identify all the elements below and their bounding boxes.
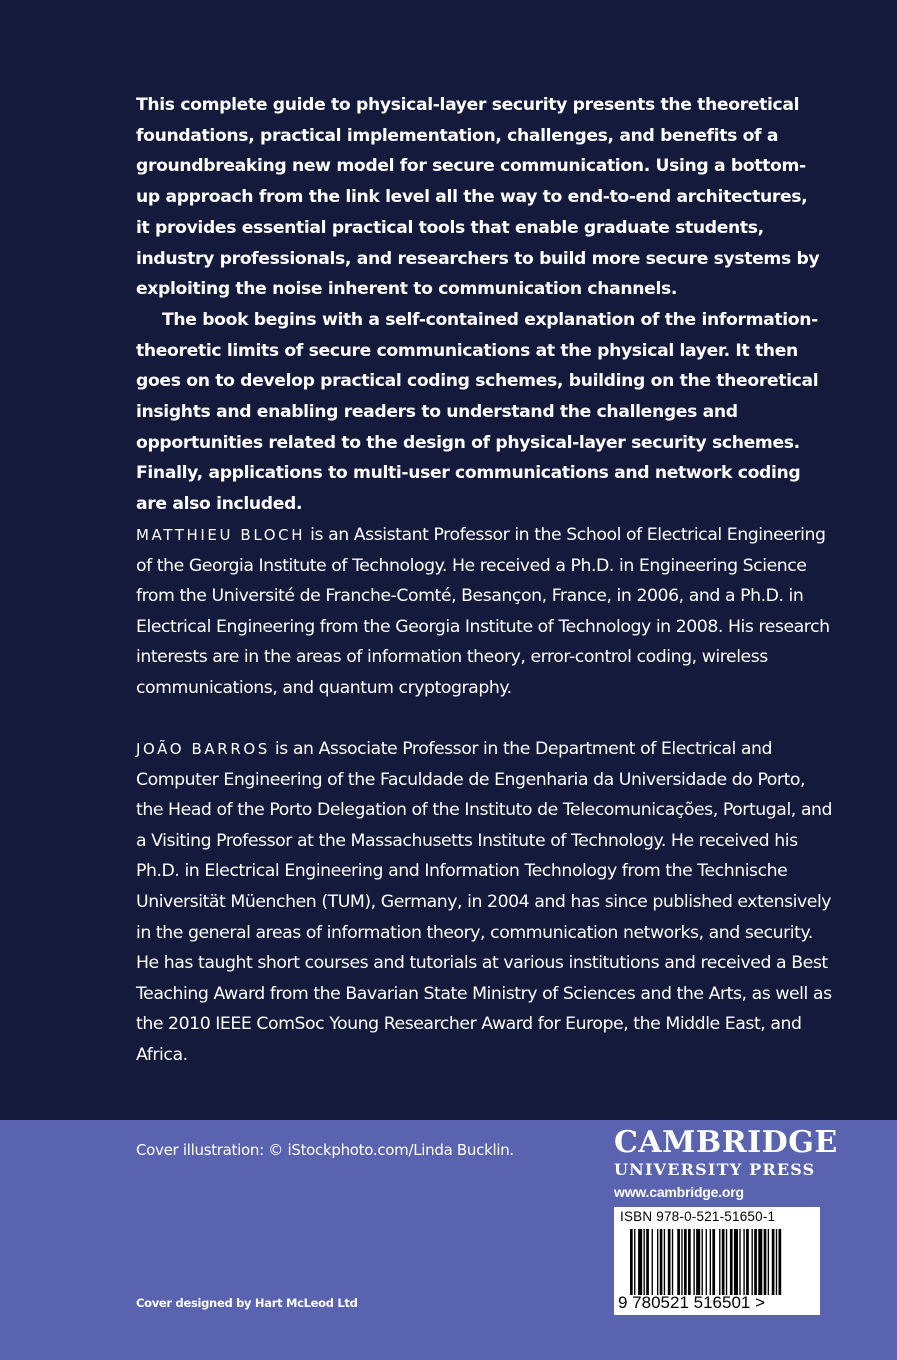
barcode-bar	[734, 1229, 738, 1295]
author-name: MATTHIEU BLOCH	[136, 526, 306, 544]
cover-designer-credit: Cover designed by Hart McLeod Ltd	[136, 1296, 358, 1310]
publisher-url: www.cambridge.org	[614, 1184, 744, 1200]
barcode-bar	[743, 1229, 744, 1295]
barcode-bar	[630, 1229, 633, 1295]
barcode-bar	[764, 1229, 767, 1295]
barcode-bar	[696, 1229, 700, 1295]
barcode-bar	[681, 1229, 682, 1295]
barcode-bar	[634, 1229, 635, 1295]
barcode-bar	[768, 1229, 769, 1295]
barcode-bar	[646, 1229, 649, 1295]
description-paragraph-1: This complete guide to physical-layer security presents the theoretical foundations, practical implementation, challenges, and benefits of a groundbreaking new model for secure communication. Using a bottom-up approach from the link level all the way to end-to-end architectures, it provides essential practical tools that enable graduate students, industry professionals, and researchers to build more secure systems by exploiting the noise inherent to communication channels.	[136, 95, 820, 300]
description-paragraph-2: The book begins with a self-contained explanation of the information-theoretic limits of secure communications at the physical layer. It then goes on to develop practical coding schemes, building on the theoretical insights and enabling readers to understand the challenges and opportunities related to the design of physical-layer security schemes. Finally, applications to multi-user communications and network coding are also included.	[136, 309, 819, 515]
publisher-logo	[614, 1125, 838, 1204]
publisher-name: CAMBRIDGE	[614, 1125, 838, 1160]
barcode-bar	[746, 1229, 749, 1295]
barcode-bar	[664, 1229, 665, 1295]
barcode-bar	[706, 1229, 707, 1295]
cover-illustration-credit: Cover illustration: © iStockphoto.com/Linda Bucklin.	[136, 1141, 514, 1159]
barcode-bar	[668, 1229, 671, 1295]
barcode-bar	[672, 1229, 673, 1295]
barcode-bar	[644, 1229, 645, 1295]
barcode-bar	[776, 1229, 777, 1295]
barcode-bar	[730, 1229, 733, 1295]
barcode-bar	[772, 1229, 775, 1295]
author-name: JOÃO BARROS	[136, 740, 270, 758]
barcode-bar	[710, 1229, 711, 1295]
barcode-bars	[614, 1207, 820, 1297]
author-bio-text: is an Associate Professor in the Department of Electrical and Computer Engineering of the Faculdade de Engenharia da Universidade do Porto, the Head of the Porto Delegation of the Instituto de Telecomunicações, Portugal, and a Visiting Professor at the Massachusetts Institute of Technology. He received his Ph.D. in Electrical Engineering and Information Technology from the Technische Universität Müenchen (TUM), Germany, in 2004 and has since published extensively in the general areas of information theory, communication networks, and security. He has taught short courses and tutorials at various institutions and received a Best Teaching Award from the Bavarian State Ministry of Sciences and the Arts, as well as the 2010 IEEE ComSoc Young Researcher Award for Europe, the Middle East, and Africa.	[136, 739, 833, 1065]
isbn-barcode	[614, 1207, 820, 1315]
barcode-bar	[722, 1229, 725, 1295]
barcode-bar	[712, 1229, 715, 1295]
barcode-bar	[739, 1229, 740, 1295]
isbn-label: ISBN 978-0-521-51650-1	[620, 1209, 776, 1224]
barcode-bar	[702, 1229, 703, 1295]
publisher-subtitle: UNIVERSITY PRESS	[614, 1160, 816, 1179]
barcode-bar	[726, 1229, 727, 1295]
barcode-bar	[719, 1229, 720, 1295]
author-bio-barros	[136, 734, 836, 1071]
barcode-bar	[752, 1229, 753, 1295]
barcode-bar	[652, 1229, 653, 1295]
barcode-bar	[758, 1229, 762, 1295]
barcode-bar	[657, 1229, 658, 1295]
author-bio-text: is an Assistant Professor in the School of Electrical Engineering of the Georgia Institute of Technology. He received a Ph.D. in Engineering Science from the Université de Franche-Comté, Besançon, France, in 2006, and a Ph.D. in Electrical Engineering from the Georgia Institute of Technology in 2008. His research interests are in the areas of information theory, error-control coding, wireless communications, and quantum cryptography.	[136, 525, 830, 698]
barcode-bar	[684, 1229, 687, 1295]
barcode-bar	[693, 1229, 694, 1295]
barcode-bar	[779, 1229, 782, 1295]
barcode-digits-text: 9 780521 516501 >	[618, 1293, 766, 1312]
author-bio-bloch	[136, 520, 836, 704]
barcode-bar	[677, 1229, 680, 1295]
barcode-bar	[688, 1229, 691, 1295]
barcode-bar	[638, 1229, 642, 1295]
barcode-bar	[754, 1229, 757, 1295]
barcode-bar	[660, 1229, 663, 1295]
book-description	[136, 90, 826, 520]
